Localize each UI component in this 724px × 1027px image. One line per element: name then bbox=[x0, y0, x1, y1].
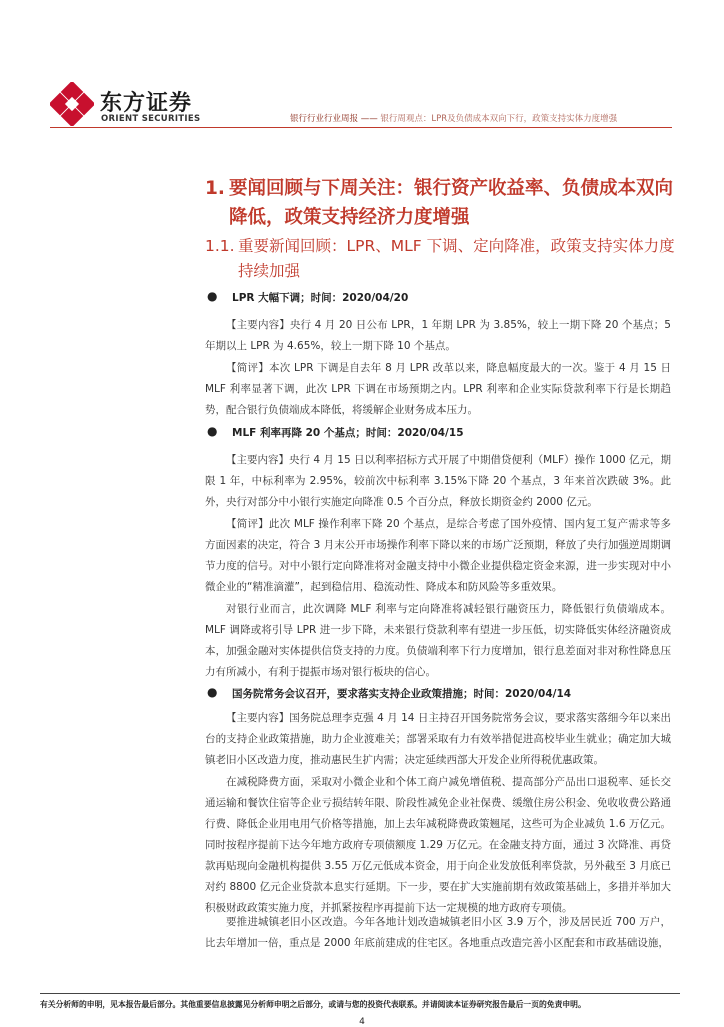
news-item-title: LPR 大幅下调；时间：2020/04/20 bbox=[232, 292, 409, 304]
section-title-1-1: 重要新闻回顾：LPR、MLF 下调、定向降准，政策支持实体力度持续加强 bbox=[238, 237, 675, 280]
section-number-1: 1. bbox=[205, 178, 225, 199]
paragraph: 【主要内容】央行 4 月 20 日公布 LPR，1 年期 LPR 为 3.85%，较上一期下降 20 个基点；5 年期以上 LPR 为 4.65%，较上一期下降 10 个基点。 bbox=[205, 319, 671, 352]
paragraph: 对银行业而言，此次调降 MLF 利率与定向降准将减轻银行融资压力，降低银行负债端成本。MLF 调降或将引导 LPR 进一步下降，未来银行贷款利率有望进一步压低，切实降低实体经济融资成本，加强金融对实体提供信贷支持的力度。负债端利率下行力度增加，银行息差面对非对称性降息压力有所减小，有利于提振市场对银行板块的信心。 bbox=[205, 603, 671, 678]
section-title-1: 要闻回顾与下周关注：银行资产收益率、负债成本双向降低，政策支持经济力度增强 bbox=[229, 178, 674, 228]
section-number-1-1: 1.1. bbox=[205, 237, 235, 255]
running-header bbox=[290, 112, 670, 124]
brand-name-en: ORIENT SECURITIES bbox=[101, 114, 201, 124]
bullet-icon: ● bbox=[207, 424, 218, 438]
footer-disclaimer: 有关分析师的申明，见本报告最后部分。其他重要信息披露见分析师申明之后部分，或请与您的投资代表联系。并请阅读本证券研究报告最后一页的免责申明。 bbox=[40, 1000, 586, 1009]
page-number: 4 bbox=[359, 1017, 365, 1027]
brand-name-cn: 东方证券 bbox=[100, 91, 193, 116]
section-heading-1-1 bbox=[205, 234, 675, 284]
bullet-icon: ● bbox=[207, 685, 218, 699]
paragraph: 【简评】此次 MLF 操作利率下降 20 个基点，是综合考虑了国外疫情、国内复工复产需求等多方面因素的决定，符合 3 月末公开市场操作利率下降以来的市场广泛预期，释放了央行加强逆周期调节力度的信号。对中小银行定向降准将对金融支持中小微企业提供稳定资金来源，进一步实现对中小微企业的“精准滴灌”，起到稳信用、稳流动性、降成本和防风险等多重效果。 bbox=[205, 518, 671, 593]
news-item-title: 国务院常务会议召开，要求落实支持企业政策措施；时间：2020/04/14 bbox=[232, 688, 572, 700]
header-divider bbox=[50, 127, 672, 128]
orient-logo-icon bbox=[50, 82, 94, 126]
section-heading-1 bbox=[205, 174, 675, 232]
footer-divider bbox=[40, 993, 680, 994]
bullet-icon: ● bbox=[207, 289, 218, 303]
running-title: 银行行业行业周报 —— bbox=[290, 114, 378, 124]
paragraph: 在减税降费方面，采取对小微企业和个体工商户减免增值税、提高部分产品出口退税率、延长交通运输和餐饮住宿等企业亏损结转年限、阶段性减免企业社保费、缓缴住房公积金、免收收费公路通行费、降低企业用电用气价格等措施，加上去年减税降费政策翘尾，这些可为企业减负 1.6 万亿元。同时按程序提前下达今年地方政府专项债额度 1.29 万亿元。在金融支持方面，通过 3 次降准、再贷款再贴现向金融机构提供 3.55 万亿元低成本资金，用于向企业发放低利率贷款，另外截至 3 月底已对约 8800 亿元企业贷款本息实行延期。下一步，要在扩大实施前期有效政策基础上，多措并举加大积极财政政策实施力度，并抓紧按程序再提前下达一定规模的地方政府专项债。 bbox=[205, 776, 671, 914]
paragraph: 【主要内容】国务院总理李克强 4 月 14 日主持召开国务院常务会议，要求落实落细今年以来出台的支持企业政策措施，助力企业渡难关；部署采取有力有效举措促进高校毕业生就业；确定加大城镇老旧小区改造力度，推动惠民生扩内需；决定延续西部大开发企业所得税优惠政策。 bbox=[205, 712, 671, 766]
running-subtitle: 银行周观点：LPR及负债成本双向下行，政策支持实体力度增强 bbox=[380, 114, 618, 124]
paragraph: 【主要内容】央行 4 月 15 日以利率招标方式开展了中期借贷便利（MLF）操作 1000 亿元，期限 1 年，中标利率为 2.95%，较前次中标利率 3.15%下降 20 个基点，3 年来首次跌破 3%。此外，央行对部分中小银行实施定向降准 0.5 个百分点，释放长期资金约 2000 亿元。 bbox=[205, 454, 671, 508]
paragraph: 要推进城镇老旧小区改造。今年各地计划改造城镇老旧小区 3.9 万个，涉及居民近 700 万户，比去年增加一倍，重点是 2000 年底前建成的住宅区。各地重点改造完善小区配套和市政基础设施， bbox=[205, 916, 671, 949]
brand-logo bbox=[50, 82, 210, 128]
paragraph: 【简评】本次 LPR 下调是自去年 8 月 LPR 改革以来，降息幅度最大的一次。鉴于 4 月 15 日 MLF 利率显著下调，此次 LPR 下调在市场预期之内。LPR 利率和企业实际贷款利率下行是长期趋势，配合银行负债端成本降低，将缓解企业财务成本压力。 bbox=[205, 362, 671, 416]
news-item-title: MLF 利率再降 20 个基点；时间：2020/04/15 bbox=[232, 427, 464, 439]
